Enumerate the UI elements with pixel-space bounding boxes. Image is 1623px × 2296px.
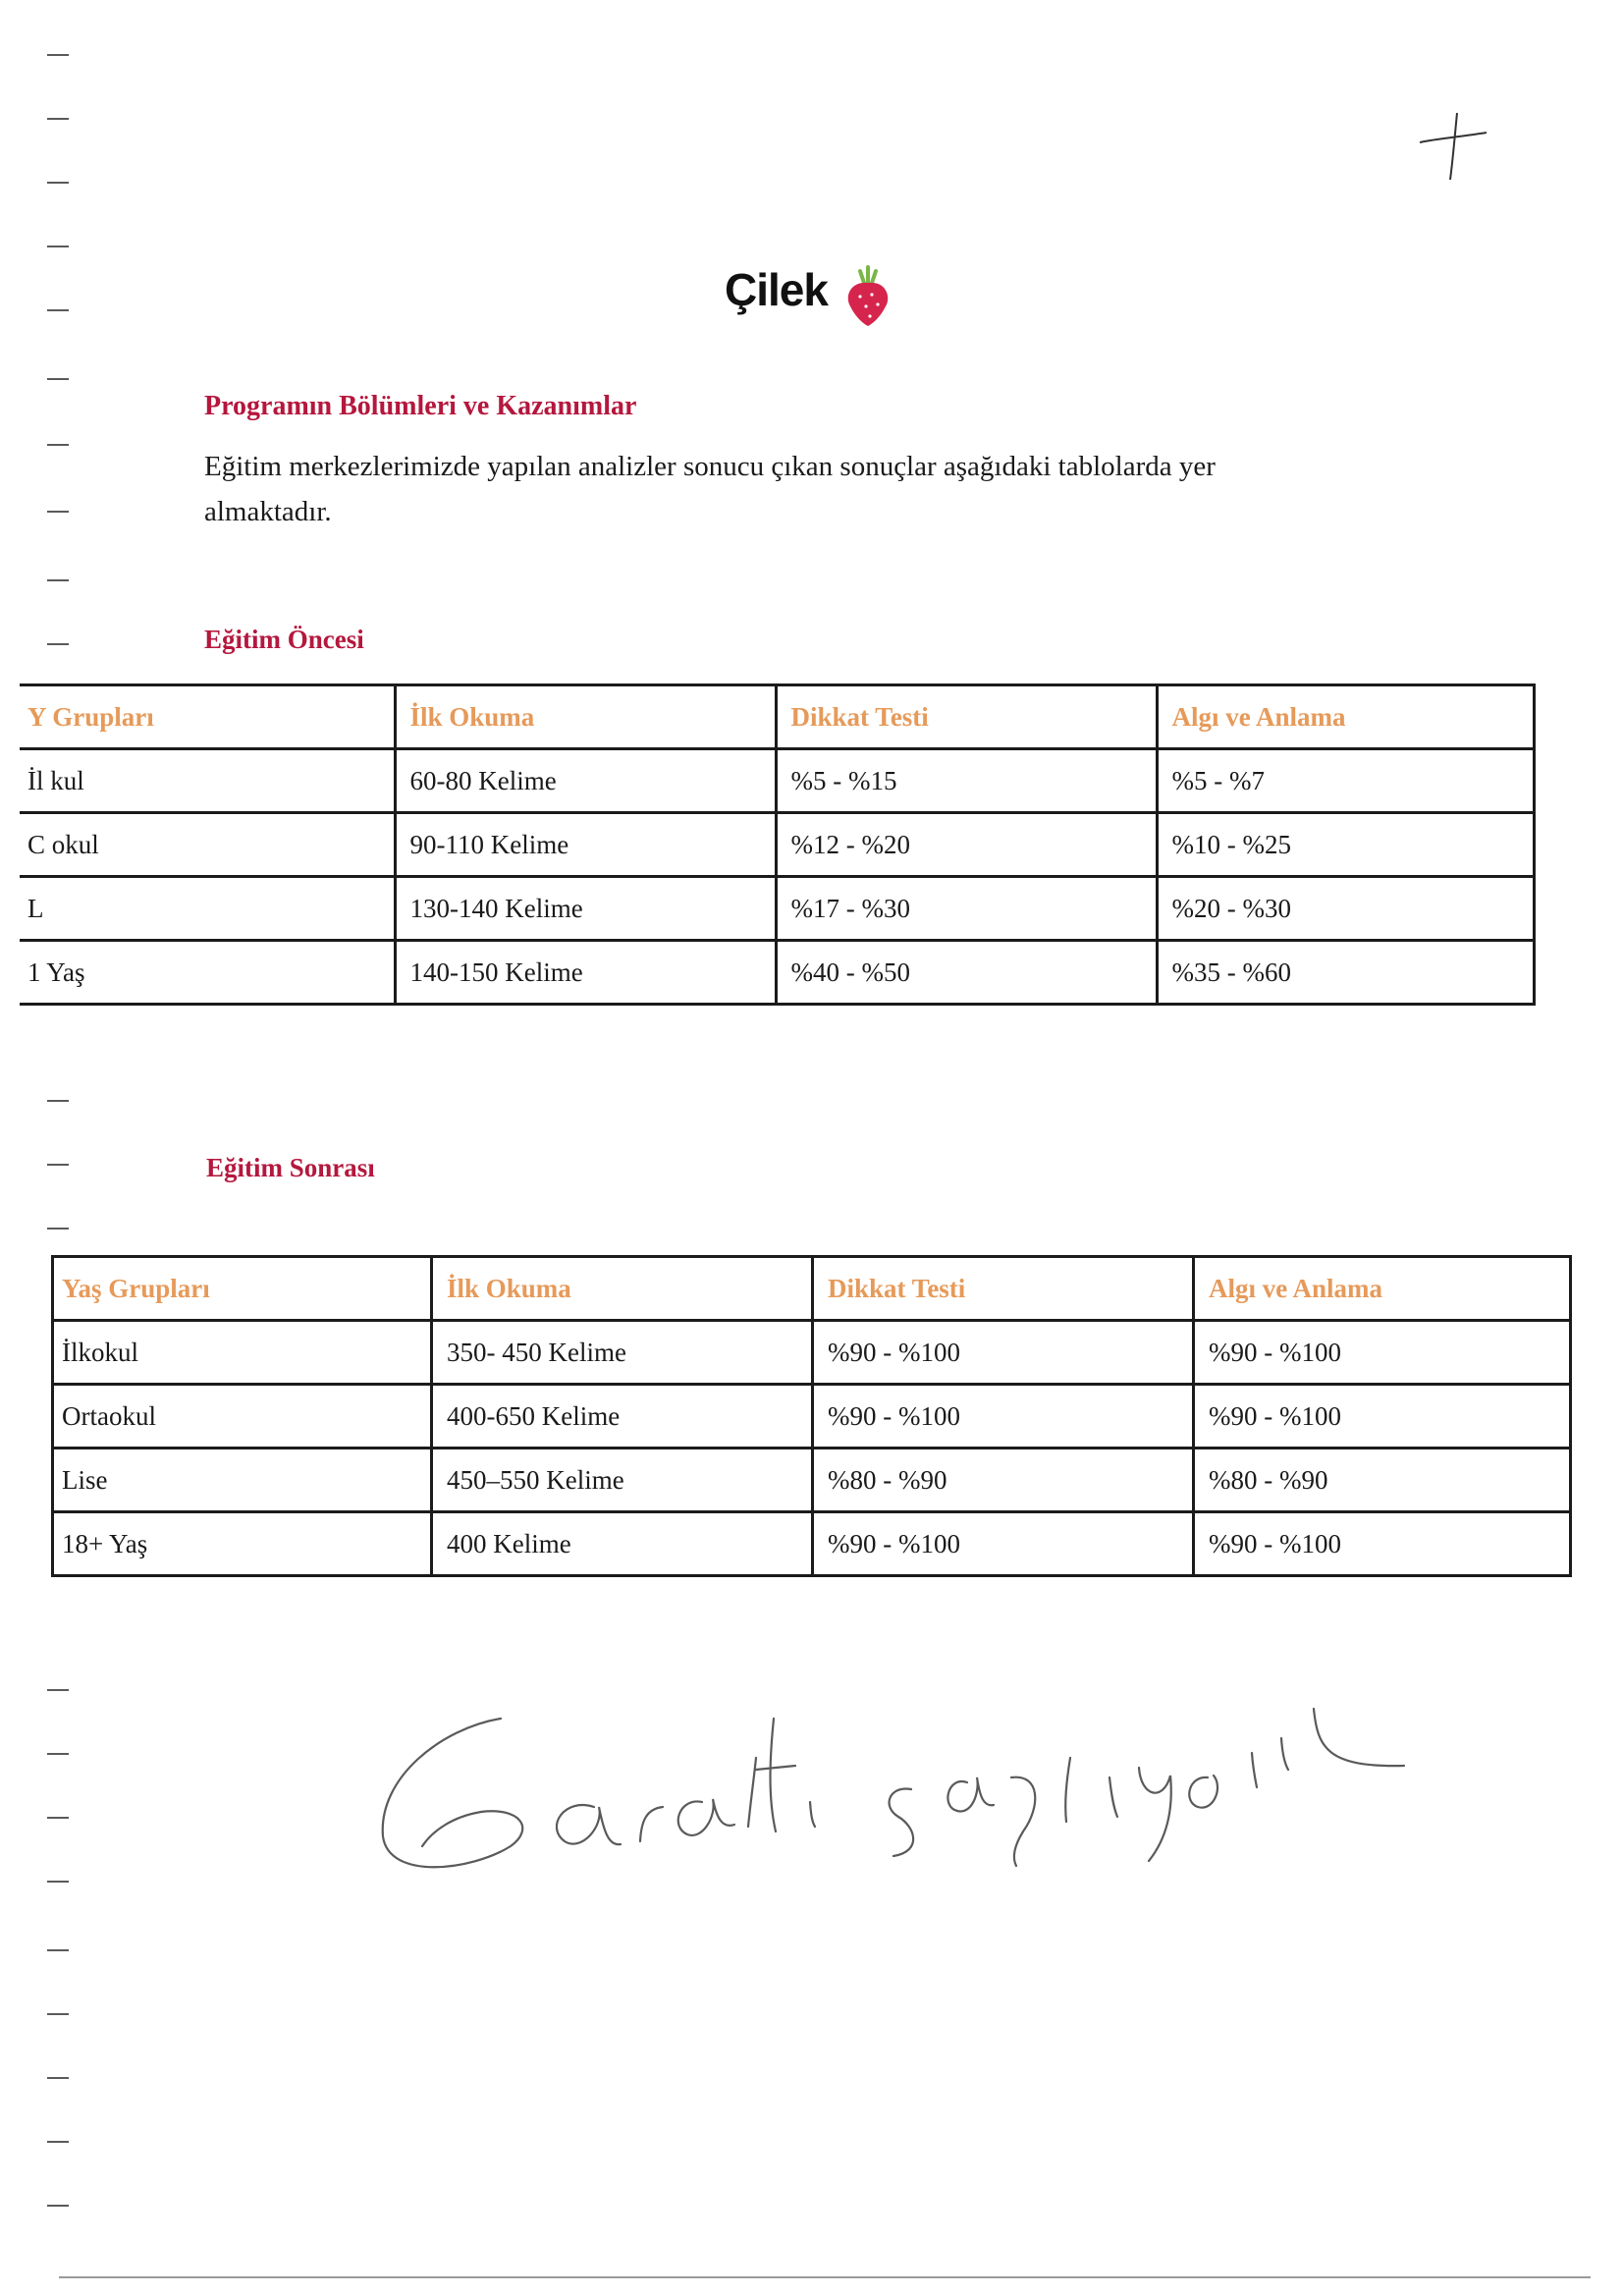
cell-age-group: C okul bbox=[20, 813, 395, 877]
table-header-row bbox=[53, 1257, 1571, 1321]
margin-tick bbox=[47, 1689, 69, 1691]
header-first-reading: İlk Okuma bbox=[432, 1257, 813, 1321]
margin-tick bbox=[47, 2141, 69, 2143]
cell-attention-test: %90 - %100 bbox=[813, 1512, 1194, 1576]
margin-tick bbox=[47, 309, 69, 311]
margin-tick bbox=[47, 1949, 69, 1951]
cell-perception: %20 - %30 bbox=[1157, 877, 1534, 941]
header-perception-comprehension: Algı ve Anlama bbox=[1157, 685, 1534, 749]
cell-first-reading: 90-110 Kelime bbox=[395, 813, 776, 877]
cell-age-group: Lise bbox=[53, 1449, 432, 1512]
margin-tick bbox=[47, 643, 69, 645]
cell-age-group: 18+ Yaş bbox=[53, 1512, 432, 1576]
after-training-title: Eğitim Sonrası bbox=[206, 1153, 375, 1182]
cell-attention-test: %12 - %20 bbox=[776, 813, 1157, 877]
margin-tick bbox=[47, 54, 69, 56]
cell-first-reading: 400-650 Kelime bbox=[432, 1385, 813, 1449]
table-row bbox=[53, 1385, 1571, 1449]
table-row bbox=[20, 941, 1534, 1005]
before-training-title: Eğitim Öncesi bbox=[204, 625, 364, 654]
cell-perception: %90 - %100 bbox=[1194, 1512, 1571, 1576]
before-training-table bbox=[20, 683, 1536, 1006]
handwritten-note-scribble bbox=[363, 1660, 1424, 1895]
table-row bbox=[20, 749, 1534, 813]
cell-age-group: İlkokul bbox=[53, 1321, 432, 1385]
cell-first-reading: 60-80 Kelime bbox=[395, 749, 776, 813]
cell-first-reading: 350- 450 Kelime bbox=[432, 1321, 813, 1385]
margin-tick bbox=[47, 378, 69, 380]
cell-perception: %10 - %25 bbox=[1157, 813, 1534, 877]
margin-tick bbox=[47, 1881, 69, 1883]
table-row bbox=[53, 1512, 1571, 1576]
cell-perception: %80 - %90 bbox=[1194, 1449, 1571, 1512]
margin-tick bbox=[47, 1228, 69, 1230]
margin-tick bbox=[47, 246, 69, 247]
cell-age-group: İl kul bbox=[20, 749, 395, 813]
header-attention-test: Dikkat Testi bbox=[776, 685, 1157, 749]
after-training-table bbox=[51, 1255, 1572, 1577]
margin-tick bbox=[47, 1753, 69, 1755]
margin-tick bbox=[47, 2077, 69, 2079]
margin-tick bbox=[47, 2205, 69, 2207]
header-age-groups: Yaş Grupları bbox=[53, 1257, 432, 1321]
cell-first-reading: 130-140 Kelime bbox=[395, 877, 776, 941]
header-attention-test: Dikkat Testi bbox=[813, 1257, 1194, 1321]
header-age-groups: Y Grupları bbox=[20, 685, 395, 749]
section-title: Programın Bölümleri ve Kazanımlar bbox=[204, 391, 637, 421]
margin-tick bbox=[47, 2013, 69, 2015]
table-row bbox=[20, 813, 1534, 877]
margin-tick bbox=[47, 444, 69, 446]
margin-tick bbox=[47, 182, 69, 184]
margin-tick bbox=[47, 1100, 69, 1102]
table-row bbox=[53, 1449, 1571, 1512]
cell-attention-test: %80 - %90 bbox=[813, 1449, 1194, 1512]
cell-age-group: L bbox=[20, 877, 395, 941]
margin-tick bbox=[47, 579, 69, 581]
margin-tick bbox=[47, 511, 69, 513]
cell-attention-test: %5 - %15 bbox=[776, 749, 1157, 813]
table-header-row bbox=[20, 685, 1534, 749]
cell-first-reading: 450–550 Kelime bbox=[432, 1449, 813, 1512]
table-row bbox=[53, 1321, 1571, 1385]
margin-tick bbox=[47, 1817, 69, 1819]
margin-tick bbox=[47, 118, 69, 120]
page-bottom-edge bbox=[59, 2276, 1591, 2278]
handwritten-plus-mark bbox=[1414, 103, 1492, 182]
header-first-reading: İlk Okuma bbox=[395, 685, 776, 749]
cell-age-group: Ortaokul bbox=[53, 1385, 432, 1449]
cell-perception: %90 - %100 bbox=[1194, 1321, 1571, 1385]
cell-perception: %90 - %100 bbox=[1194, 1385, 1571, 1449]
cell-first-reading: 140-150 Kelime bbox=[395, 941, 776, 1005]
cell-age-group: 1 Yaş bbox=[20, 941, 395, 1005]
table-row bbox=[20, 877, 1534, 941]
cell-perception: %5 - %7 bbox=[1157, 749, 1534, 813]
cell-attention-test: %40 - %50 bbox=[776, 941, 1157, 1005]
cell-perception: %35 - %60 bbox=[1157, 941, 1534, 1005]
cell-attention-test: %17 - %30 bbox=[776, 877, 1157, 941]
strawberry-logo-icon bbox=[842, 263, 893, 328]
logo-wordmark: Çilek bbox=[725, 264, 828, 315]
intro-paragraph: Eğitim merkezlerimizde yapılan analizler sonucu çıkan sonuçlar aşağıdaki tablolarda yer almaktadır. bbox=[204, 451, 1216, 527]
header-perception-comprehension: Algı ve Anlama bbox=[1194, 1257, 1571, 1321]
cell-attention-test: %90 - %100 bbox=[813, 1385, 1194, 1449]
cell-first-reading: 400 Kelime bbox=[432, 1512, 813, 1576]
cell-attention-test: %90 - %100 bbox=[813, 1321, 1194, 1385]
margin-tick bbox=[47, 1164, 69, 1166]
